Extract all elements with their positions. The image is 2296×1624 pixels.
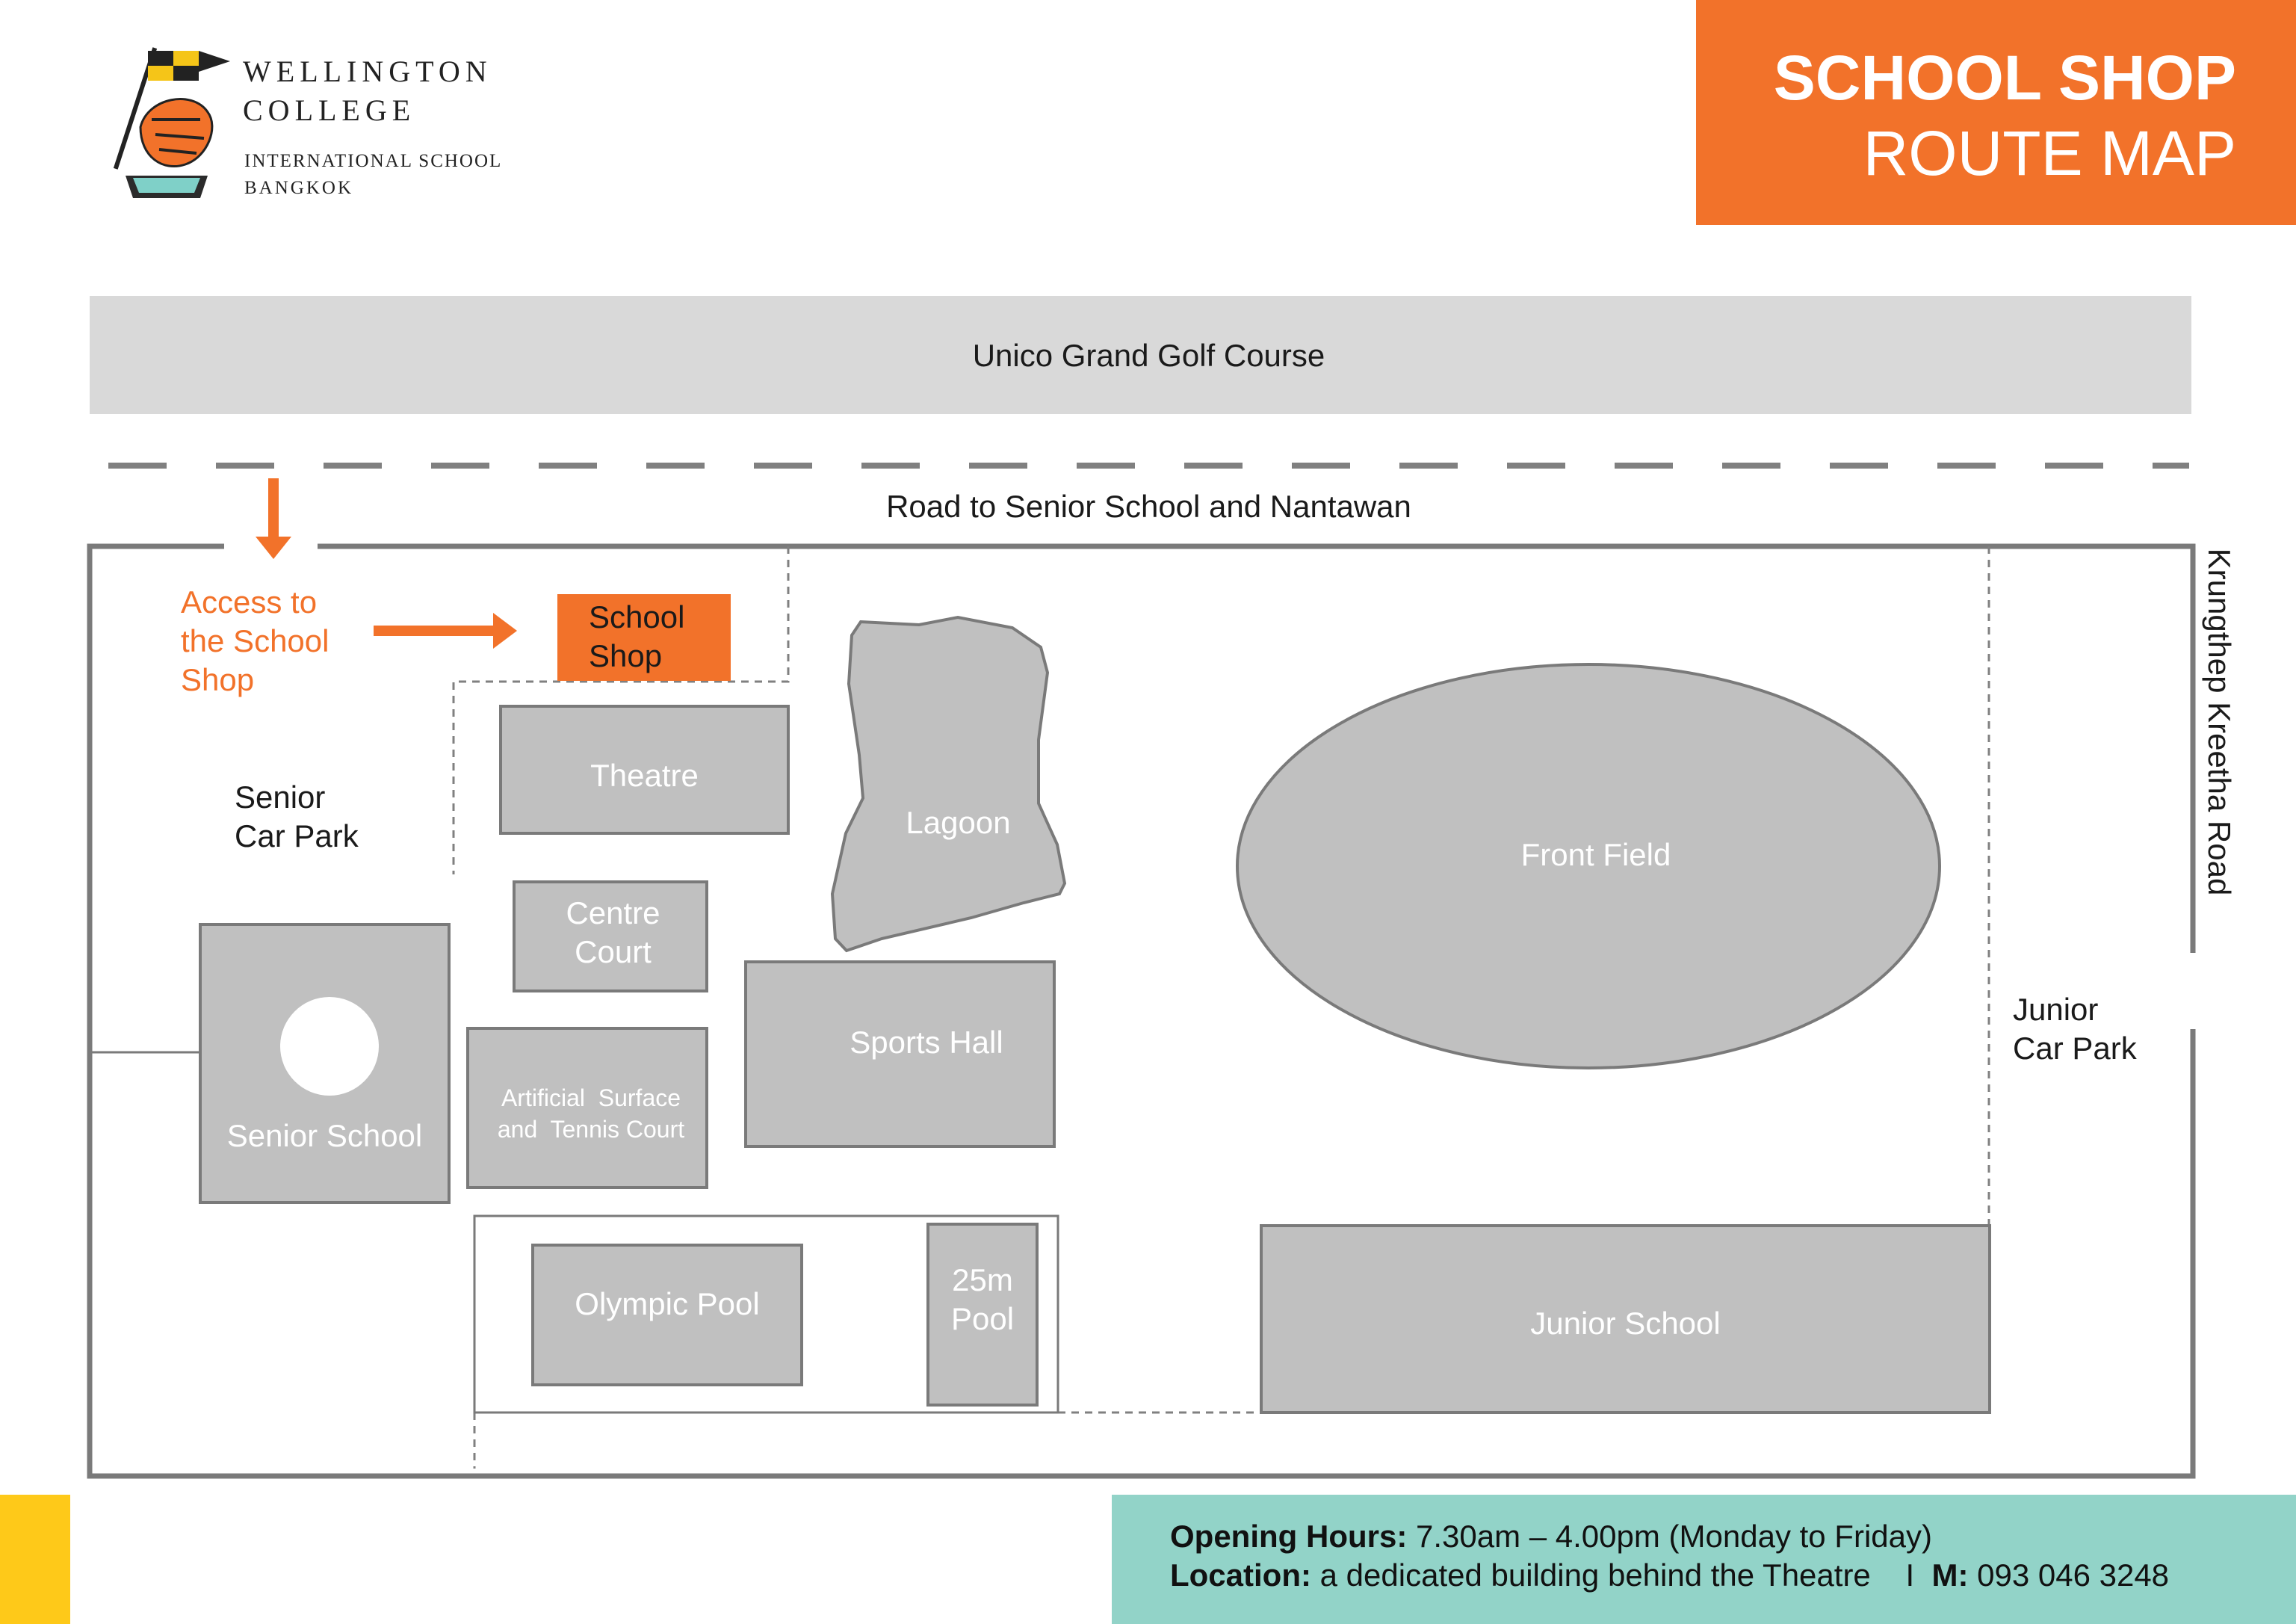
junior-car-park-line2: Car Park [2013,1031,2137,1066]
top-road-label: Road to Senior School and Nantawan [886,489,1411,524]
centre-court-label [514,894,712,972]
college-crest-logo [96,45,238,202]
access-label-line3: Shop [181,662,255,697]
junior-car-park-line1: Junior [2013,992,2099,1027]
theatre-label: Theatre [590,758,699,793]
brand-line3: INTERNATIONAL SCHOOL [244,151,503,171]
opening-hours-line [1170,1517,1932,1556]
opening-hours-value: 7.30am – 4.00pm (Monday to Friday) [1407,1519,1932,1554]
artificial-surface-line2: and Tennis Court [497,1116,685,1143]
pool-25m-label [928,1261,1037,1339]
footer-yellow-tab [0,1495,70,1624]
front-field-label: Front Field [1520,837,1671,872]
school-shop-label [589,598,684,676]
senior-car-park-line1: Senior [235,779,326,815]
artificial-surface-label [468,1082,714,1145]
opening-hours-label: Opening Hours: [1170,1519,1408,1554]
artificial-surface-line1: Artificial Surface [501,1084,681,1111]
access-label [181,583,329,700]
title-line1: SCHOOL SHOP [1773,43,2236,113]
access-arrow-down [256,478,291,559]
lagoon-shape [832,617,1065,951]
location-label: Location: [1170,1557,1311,1593]
junior-school-label: Junior School [1530,1306,1721,1341]
senior-car-park-label [235,778,359,856]
access-arrow-right [374,613,517,649]
location-value: a dedicated building behind the Theatre I [1311,1557,1932,1593]
access-label-line2: the School [181,623,329,658]
title-banner [1696,0,2296,225]
senior-school-courtyard [280,997,379,1096]
pool-25m-line1: 25m [952,1262,1013,1297]
golf-course-label: Unico Grand Golf Course [972,338,1325,373]
brand-line4: BANGKOK [244,178,353,198]
school-shop-line1: School [589,599,685,635]
senior-car-park-line2: Car Park [235,818,359,853]
senior-school-label: Senior School [226,1118,423,1153]
location-line [1170,1556,2169,1595]
sports-hall-label: Sports Hall [850,1025,1003,1060]
centre-court-line1: Centre [566,895,660,930]
access-label-line1: Access to [181,584,318,620]
brand-line2: COLLEGE [243,93,416,127]
junior-car-park-label [2013,990,2137,1068]
olympic-pool-label: Olympic Pool [575,1286,760,1321]
phone-label: M: [1931,1557,1969,1593]
centre-court-line2: Court [575,934,652,969]
brand-line1: WELLINGTON [243,55,492,88]
lagoon-label: Lagoon [906,805,1011,840]
footer-info-box [1112,1495,2296,1624]
title-line2: ROUTE MAP [1863,118,2236,188]
side-road-label: Krungthep Kreetha Road [2202,548,2237,896]
pool-25m-line2: Pool [950,1301,1015,1336]
school-shop-line2: Shop [589,638,663,673]
phone-value: 093 046 3248 [1968,1557,2170,1593]
